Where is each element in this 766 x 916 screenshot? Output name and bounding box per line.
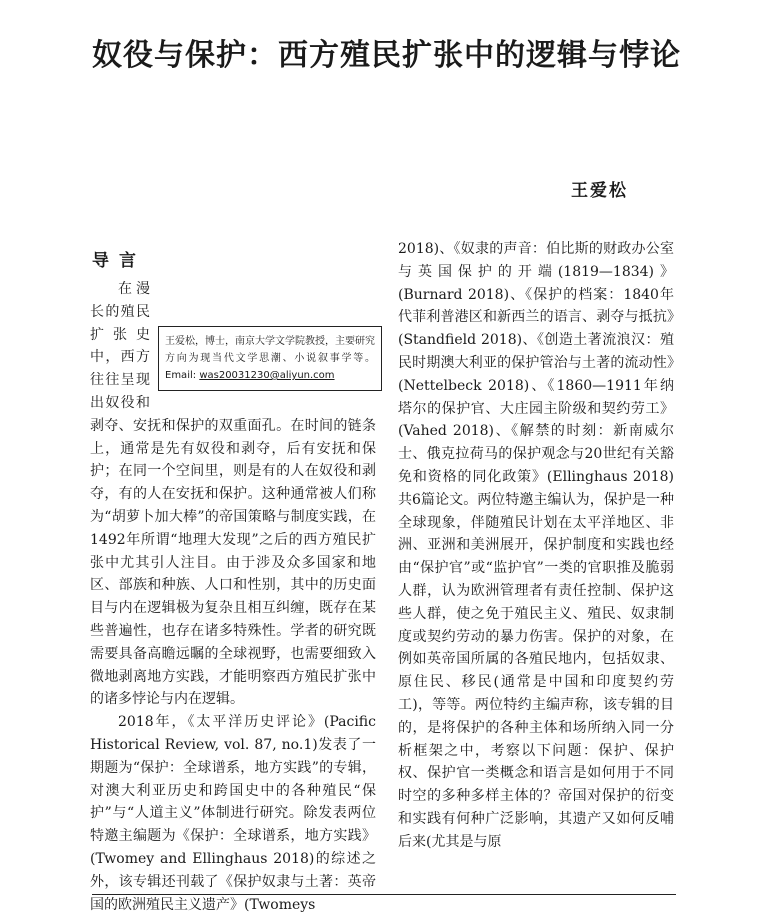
- paragraph: 2018)、《奴隶的声音：伯比斯的财政办公室与英国保护的开端(1819—1834)》(Burnard 2018)、《保护的档案：1840年代菲利普港区和新西兰的语言、剥夺与抵抗》(Standfield 2018)、《创造土著流浪汉：殖民时期澳大利亚的保护管治与土著的流动性》(Nettelbeck 2018)、《1860—1911年纳塔尔的保护官、大庄园主阶级和契约劳工》(Vahed 2018)、《解禁的时刻：新南威尔士、俄克拉荷马的保护观念与20世纪有关豁免和资格的同化政策》(Ellinghaus 2018)共6篇论文。两位特邀主编认为，保护是一种全球现象，伴随殖民计划在太平洋地区、非洲、亚洲和美洲展开，保护制度和实践也经由“保护官”或“监护官”一类的官职推及脆弱人群，认为欧洲管理者有责任控制、保护这些人群，使之免于殖民主义、殖民、奴隶制度或契约劳动的暴力伤害。保护的对象，在例如英帝国所属的各殖民地内，包括奴隶、原住民、移民(通常是中国和印度契约劳工)，等等。两位特约主编声称，该专辑的目的，是将保护的各种主体和场所纳入同一分析框架之中，考察以下问题：保护、保护权、保护官一类概念和语言是如何用于不同时空的多种多样主体的？帝国对保护的衍变和实践有何种广泛影响，其遗产又如何反哺后来(尤其是与原: [398, 241, 674, 850]
- article-title: 奴役与保护：西方殖民扩张中的逻辑与悖论: [92, 38, 681, 73]
- author-email[interactable]: was20031230@aliyun.com: [199, 370, 335, 381]
- author-bio-text: 王爱松，博士，南京大学文学院教授，主要研究方向为现当代文学思潮、小说叙事学等。Email:: [165, 336, 375, 381]
- section-heading: 导言: [92, 251, 146, 271]
- author-name: 王爱松: [571, 181, 628, 201]
- author-bio-box: [158, 326, 382, 391]
- paragraph: 在漫长的殖民扩张史中，西方往往呈现出奴役和剥夺、安抚和保护的双重面孔。在时间的链条上，通常是先有奴役和剥夺，后有安抚和保护；在同一个空间里，则是有的人在奴役和剥夺，有的人在安抚和保护。这种通常被人们称为“胡萝卜加大棒”的帝国策略与制度实践，在1492年所谓“地理大发现”之后的西方殖民扩张中尤其引人注目。由于涉及众多国家和地区、部族和种族、人口和性别，其中的历史面目与内在逻辑极为复杂且相互纠缠，既存在某些普遍性，也存在诸多特殊性。学者的研究既需要具备高瞻远瞩的全球视野，也需要细致入微地剥离地方实践，才能明察西方殖民扩张中的诸多悖论与内在逻辑。: [90, 281, 376, 708]
- paragraph: 2018年，《太平洋历史评论》(Pacific Historical Review, vol. 87, no.1)发表了一期题为“保护：全球谱系，地方实践”的专辑，对澳大利亚历史和跨国史中的各种殖民“保护”与“人道主义”体制进行研究。除发表两位特邀主编题为《保护：全球谱系，地方实践》(Twomey and Ellinghaus 2018)的综述之外，该专辑还刊载了《保护奴隶与土著：英帝国的欧洲殖民主义遗产》(Twomeys: [90, 714, 376, 913]
- left-column: [90, 278, 376, 913]
- right-column: [398, 238, 674, 878]
- bottom-rule: [92, 894, 676, 895]
